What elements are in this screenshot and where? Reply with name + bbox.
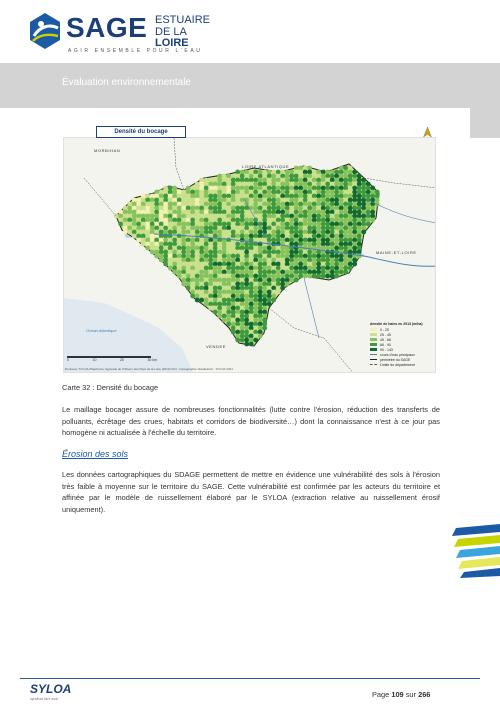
density-cell bbox=[321, 274, 326, 279]
department-boundary bbox=[84, 178, 116, 216]
stripe bbox=[452, 524, 500, 536]
density-cell bbox=[199, 298, 204, 303]
density-cell bbox=[339, 270, 344, 275]
density-cell bbox=[123, 230, 128, 235]
density-cell bbox=[190, 294, 195, 299]
map-label-morbihan: MORBIHAN bbox=[94, 148, 121, 153]
density-cell bbox=[154, 254, 159, 259]
density-cell bbox=[181, 282, 186, 287]
density-cell bbox=[334, 274, 339, 279]
map-scale-bar bbox=[67, 356, 157, 362]
density-cell bbox=[348, 266, 353, 271]
density-cell bbox=[159, 258, 164, 263]
logo-sage-text: SAGE bbox=[66, 12, 148, 43]
density-cell bbox=[163, 262, 168, 267]
density-cell bbox=[276, 290, 281, 295]
page-prefix: Page bbox=[372, 690, 390, 699]
density-cell bbox=[249, 342, 254, 347]
paragraph-bocage: Le maillage bocager assure de nombreuses fonctionnalités (lutte contre l'érosion, réduction des transferts de polluants, écrêtage des crues, habitats et corridors de biodiversité…) dont la connaissance n'est à ce jour pas homogène ni actualisée à l'échelle du territoire. bbox=[62, 405, 440, 437]
legend-class-label: 45 - 66 bbox=[380, 337, 391, 342]
legend-line-label: Limite du département bbox=[380, 362, 415, 367]
map-label-ocean: Océan Atlantique bbox=[86, 328, 117, 333]
footer-rule bbox=[20, 678, 480, 679]
density-cell bbox=[235, 338, 240, 343]
density-cell bbox=[213, 310, 218, 315]
legend-swatch bbox=[370, 343, 377, 347]
logo-loire-line bbox=[155, 27, 208, 49]
section-title: Évaluation environnementale bbox=[62, 77, 191, 88]
scale-label: 20 bbox=[119, 358, 124, 362]
density-cell bbox=[222, 318, 227, 323]
density-cell bbox=[132, 234, 137, 239]
density-cell bbox=[177, 274, 182, 279]
density-cell bbox=[204, 302, 209, 307]
scale-label: 0 bbox=[67, 358, 69, 362]
stripe bbox=[454, 535, 500, 547]
scale-labels bbox=[67, 358, 157, 362]
logo-loire-prefix: DE LA bbox=[155, 26, 187, 38]
density-cell bbox=[253, 338, 258, 343]
perimeter-line-swatch bbox=[370, 359, 377, 360]
density-cell bbox=[361, 230, 366, 235]
map-title: Densité du bocage bbox=[96, 126, 186, 138]
density-cell bbox=[294, 278, 299, 283]
department-boundary bbox=[364, 178, 436, 188]
density-cell bbox=[114, 214, 119, 219]
density-cell bbox=[168, 266, 173, 271]
department-boundary bbox=[174, 138, 184, 190]
stripe bbox=[458, 557, 500, 569]
density-cell bbox=[231, 330, 236, 335]
legend-classes bbox=[370, 327, 436, 352]
river-line-swatch bbox=[370, 354, 377, 355]
density-cell bbox=[118, 222, 123, 227]
density-cell bbox=[141, 242, 146, 247]
map-source: Données: SYLOA Plateforme régionale de l'Observ des Pays de la Loire (2013) IGN - Cartographie: Réalisation : SYLOA 2021 bbox=[65, 367, 233, 371]
density-cell bbox=[298, 274, 303, 279]
density-cell bbox=[303, 274, 308, 279]
density-cell bbox=[366, 222, 371, 227]
map-label-vendee: VENDEE bbox=[206, 344, 227, 349]
stripe bbox=[456, 546, 500, 558]
legend-line-label: périmètre du SAGE bbox=[380, 357, 411, 362]
logo-loire-text: LOIRE bbox=[155, 37, 189, 49]
sage-logo bbox=[28, 10, 211, 58]
legend-swatch bbox=[370, 333, 377, 337]
legend-title: densité de haies en 2013 (m/ha) bbox=[370, 322, 423, 326]
legend-line-label: cours d'eau principaux bbox=[380, 352, 415, 357]
section-heading-erosion: Érosion des sols bbox=[62, 449, 129, 459]
density-cell bbox=[195, 298, 200, 303]
river bbox=[304, 278, 319, 338]
density-cell bbox=[150, 250, 155, 255]
decorative-stripes bbox=[448, 524, 500, 578]
density-cell bbox=[312, 274, 317, 279]
density-cell bbox=[307, 274, 312, 279]
legend-class-label: 0 - 25 bbox=[380, 327, 389, 332]
density-cell bbox=[136, 238, 141, 243]
density-cell bbox=[316, 274, 321, 279]
density-cell bbox=[370, 218, 375, 223]
legend-class-label: 66 - 90 bbox=[380, 342, 391, 347]
density-cell bbox=[217, 314, 222, 319]
density-cell bbox=[226, 322, 231, 327]
density-cell bbox=[186, 286, 191, 291]
department-line-swatch bbox=[370, 364, 377, 365]
legend-swatch bbox=[370, 338, 377, 342]
density-cell bbox=[208, 306, 213, 311]
legend-line-department bbox=[370, 362, 436, 367]
page-current: 109 bbox=[391, 690, 404, 699]
density-cell bbox=[285, 282, 290, 287]
map-label-loire-atlantique: LOIRE ATLANTIQUE bbox=[242, 164, 290, 169]
legend-swatch bbox=[370, 348, 377, 352]
density-cell bbox=[352, 262, 357, 267]
density-cell bbox=[127, 230, 132, 235]
map-legend bbox=[370, 322, 436, 367]
density-cell bbox=[262, 326, 267, 331]
logo-estuaire-text: ESTUAIRE bbox=[155, 14, 211, 26]
legend-swatch bbox=[370, 328, 377, 332]
page-total: 266 bbox=[418, 690, 431, 699]
syloa-subtitle: syndicat loire aval bbox=[30, 697, 58, 701]
north-arrow-icon bbox=[423, 127, 432, 138]
page-number bbox=[372, 690, 430, 699]
density-cell bbox=[343, 270, 348, 275]
density-cell bbox=[267, 302, 272, 307]
stripe bbox=[460, 568, 500, 578]
density-cell bbox=[145, 246, 150, 251]
page-sep: sur bbox=[405, 690, 417, 699]
department-boundary bbox=[269, 308, 354, 373]
density-cell bbox=[289, 278, 294, 283]
density-cell bbox=[244, 342, 249, 347]
density-cell bbox=[330, 274, 335, 279]
legend-class-label: 25 - 45 bbox=[380, 332, 391, 337]
density-cell bbox=[240, 338, 245, 343]
scale-label: 10 bbox=[92, 358, 97, 362]
density-cell bbox=[172, 270, 177, 275]
paragraph-erosion: Les données cartographiques du SDAGE permettent de mettre en évidence une vulnérabilité des sols à l'érosion très faible à moyenne sur le territoire du SAGE. Cette vulnérabilité est confirmée par les acteurs du territoire et affinée par le modèle de ruissellement élaboré par le SYLOA (extraction relative au ruissellement érosif uniquement). bbox=[62, 470, 440, 514]
density-cell bbox=[271, 298, 276, 303]
legend-class-label: 90 - 143 bbox=[380, 347, 393, 352]
map-caption: Carte 32 : Densité du bocage bbox=[62, 383, 159, 392]
density-cell bbox=[375, 202, 380, 207]
logo-tagline: AGIR ENSEMBLE POUR L'EAU bbox=[68, 48, 203, 54]
map-label-maine-et-loire: MAINE-ET-LOIRE bbox=[376, 250, 417, 255]
banner-notch bbox=[470, 108, 500, 138]
density-cell bbox=[325, 274, 330, 279]
sage-emblem-icon bbox=[28, 12, 62, 50]
scale-label: 30 km bbox=[147, 358, 157, 362]
syloa-logo: SYLOA bbox=[30, 682, 72, 696]
density-cell bbox=[280, 286, 285, 291]
density-cell bbox=[258, 334, 263, 339]
